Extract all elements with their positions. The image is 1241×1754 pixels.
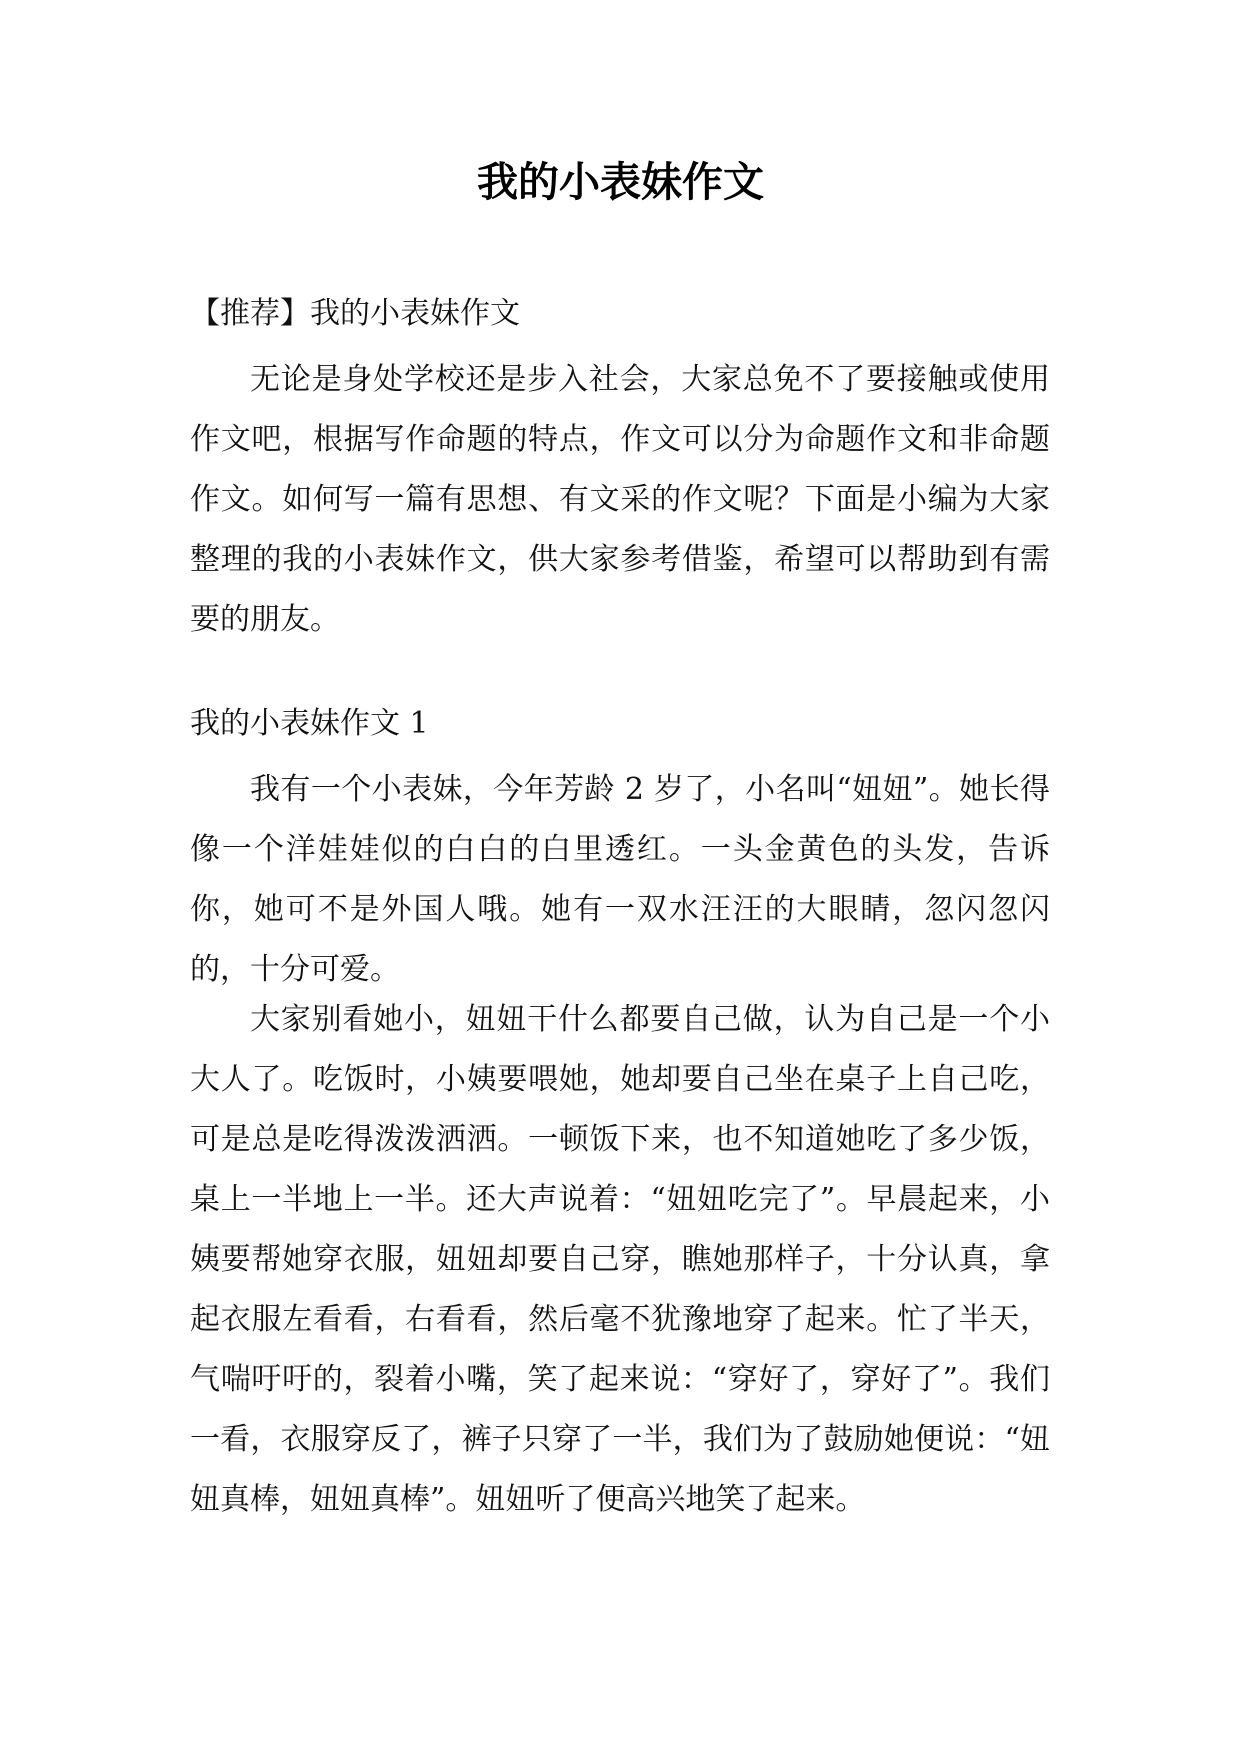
section-paragraph: 大家别看她小，妞妞干什么都要自己做，认为自己是一个小大人了。吃饭时，小姨要喂她，她却要自己坐在桌子上自己吃，可是总是吃得泼泼洒洒。一顿饭下来，也不知道她吃了多少饭，桌上一半地上一半。还大声说着：“妞妞吃完了”。早晨起来，小姨要帮她穿衣服，妞妞却要自己穿，瞧她那样子，十分认真，拿起衣服左看看，右看看，然后毫不犹豫地穿了起来。忙了半天，气喘吁吁的，裂着小嘴，笑了起来说：“穿好了，穿好了”。我们一看，衣服穿反了，裤子只穿了一半，我们为了鼓励她便说：“妞妞真棒，妞妞真棒”。妞妞听了便高兴地笑了起来。: [190, 1002, 1050, 1517]
section-paragraph: 我有一个小表妹，今年芳龄 2 岁了，小名叫“妞妞”。她长得像一个洋娃娃似的白白的白里透红。一头金黄色的头发，告诉你，她可不是外国人哦。她有一双水汪汪的大眼睛，忽闪忽闪的，十分可爱。: [190, 772, 1050, 987]
section-heading: 我的小表妹作文 1: [190, 706, 429, 741]
intro-heading: 【推荐】我的小表妹作文: [190, 296, 520, 331]
intro-paragraph: 无论是身处学校还是步入社会，大家总免不了要接触或使用作文吧，根据写作命题的特点，作文可以分为命题作文和非命题作文。如何写一篇有思想、有文采的作文呢？下面是小编为大家整理的我的小表妹作文，供大家参考借鉴，希望可以帮助到有需要的朋友。: [190, 362, 1050, 637]
document-title: 我的小表妹作文: [477, 158, 764, 206]
